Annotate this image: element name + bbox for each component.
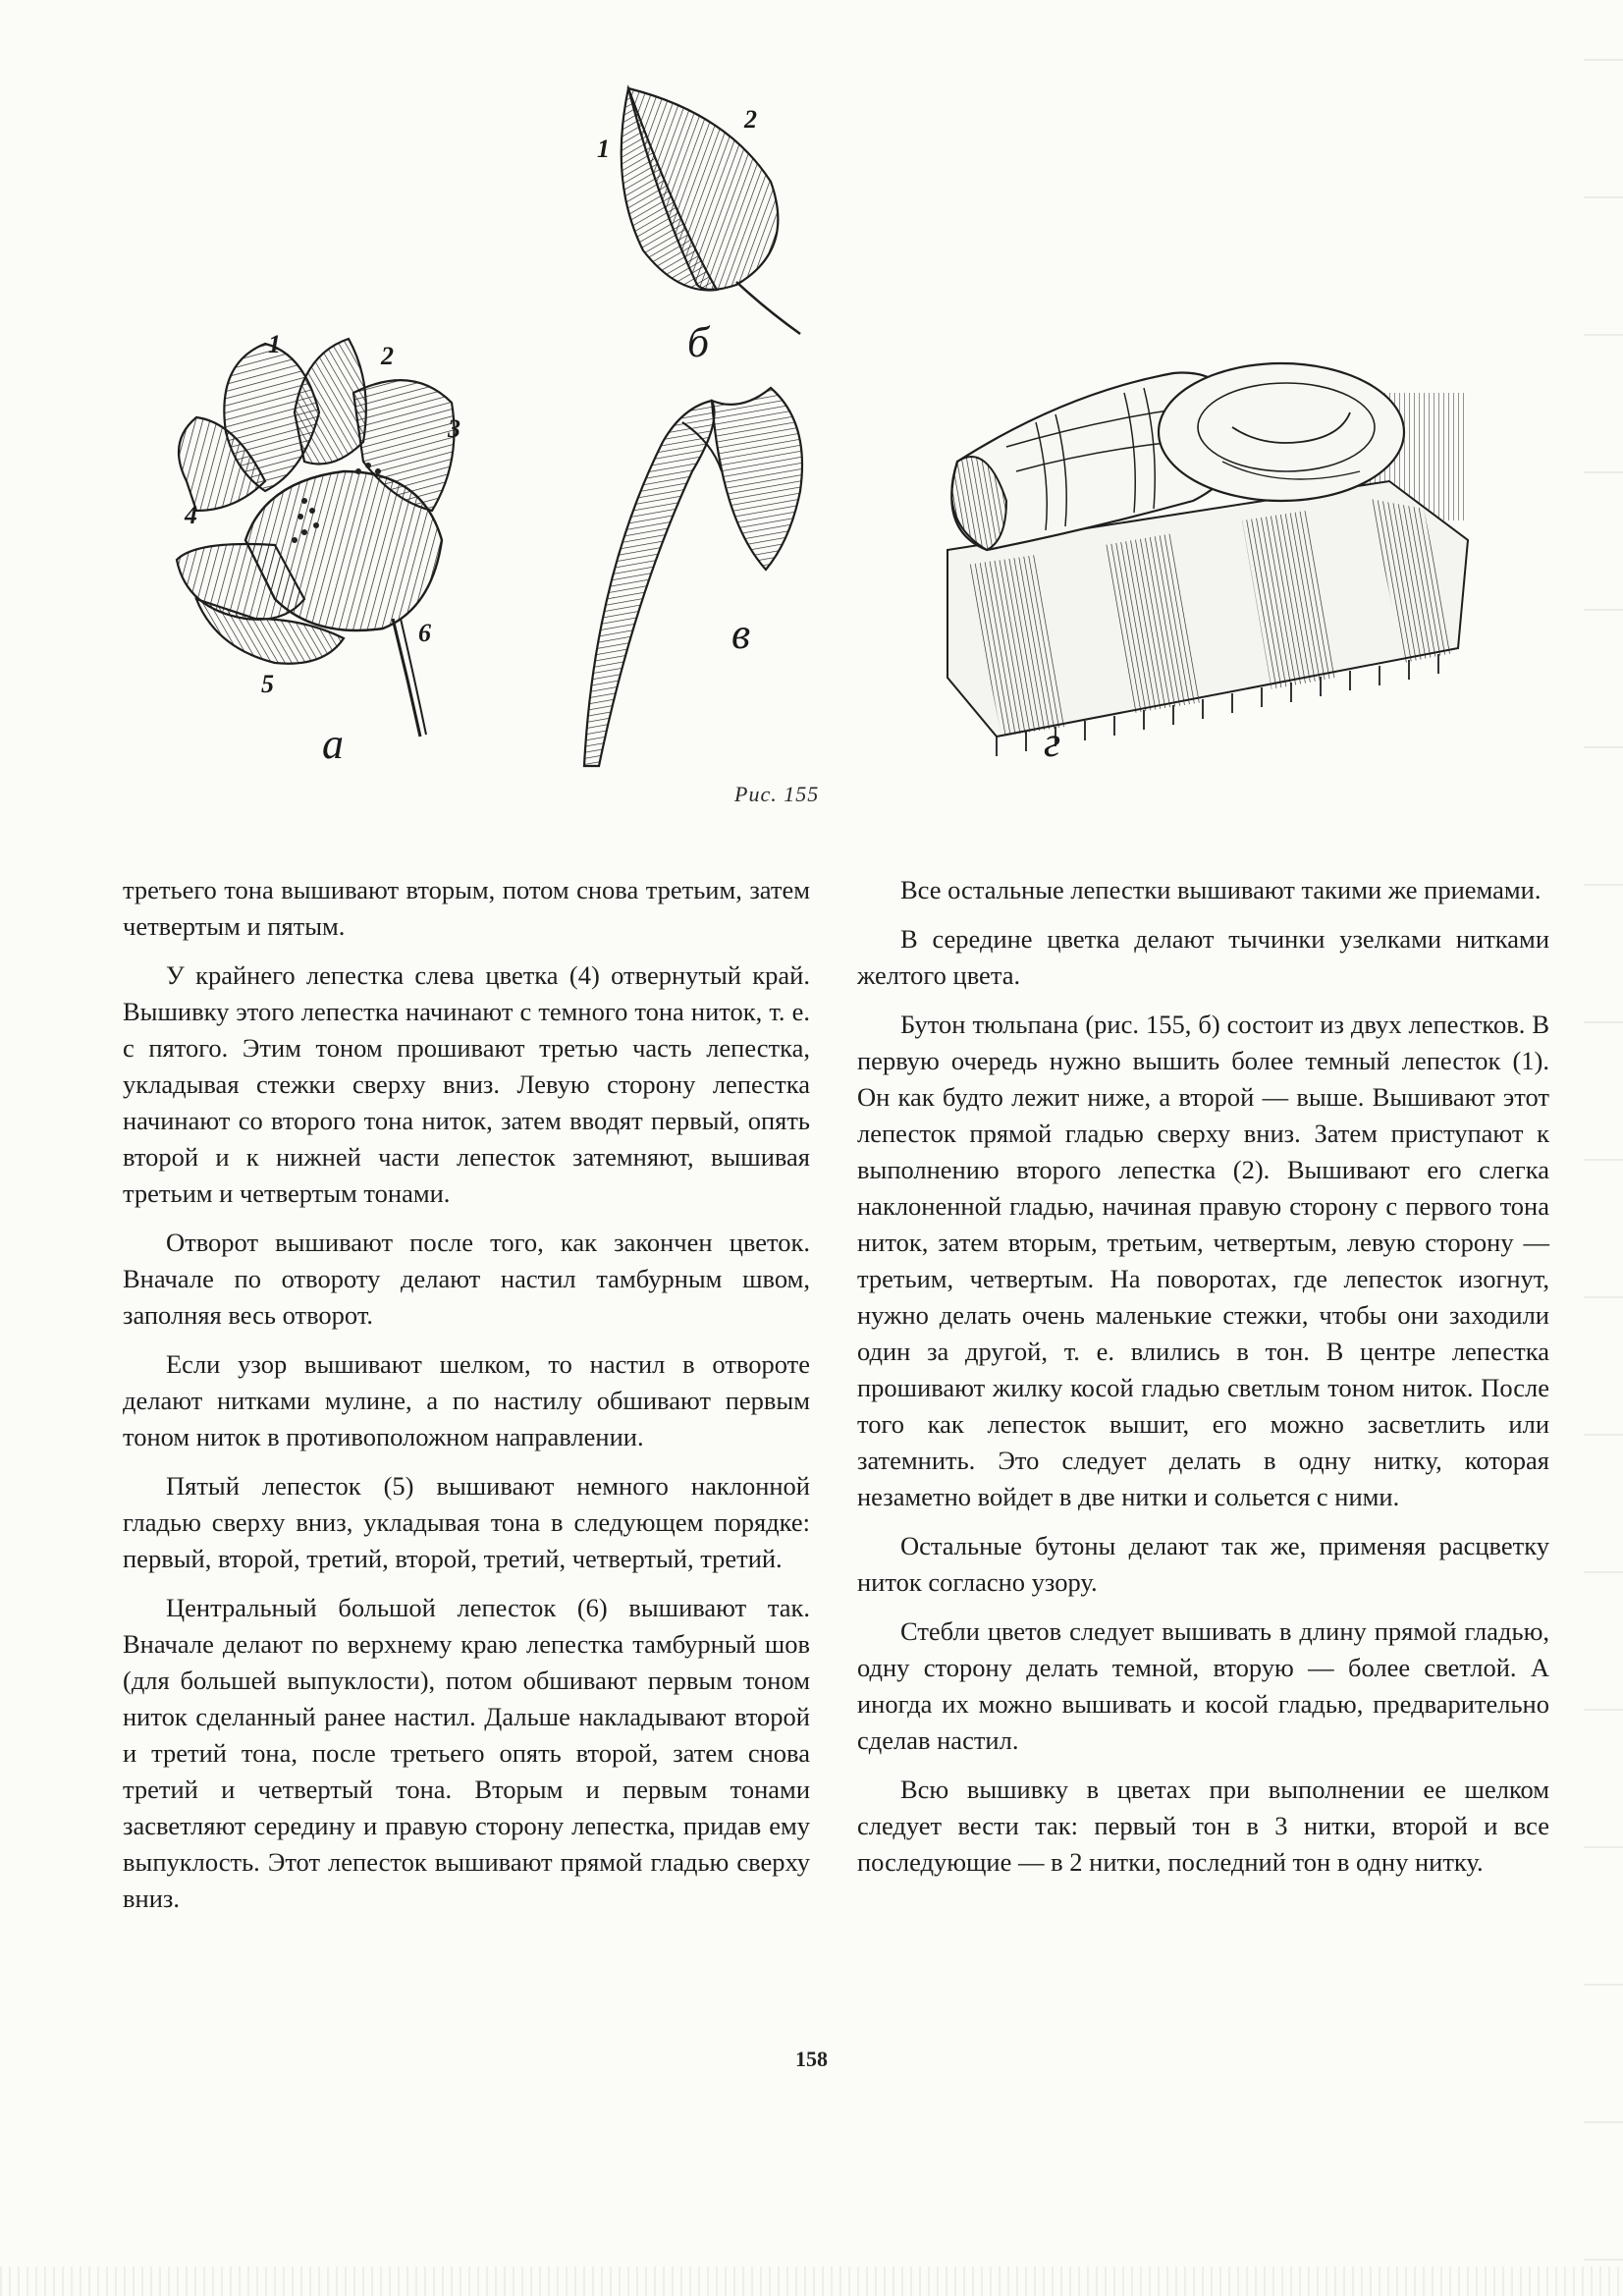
callout-a-4: 4 xyxy=(185,501,197,529)
figure-b-letter: б xyxy=(687,318,710,366)
callout-b-1: 1 xyxy=(597,135,610,163)
figure-g-pillow-sofa xyxy=(928,354,1478,766)
paragraph: Все остальные лепестки вышивают такими же приемами. xyxy=(900,875,1542,904)
figure-b-tulip-bud xyxy=(589,74,825,368)
paragraph: третьего тона вышивают вторым, потом снова третьим, затем четвертым и пятым. xyxy=(123,875,810,941)
right-text-column xyxy=(857,872,1549,1893)
paragraph: В середине цветка делают тычинки узелками нитками желтого цвета. xyxy=(857,924,1549,990)
paragraph: Всю вышивку в цветах при выполнении ее шелком следует вести так: первый тон в 3 нитки, второй и все последующие — в 2 нитки, последний тон в одну нитку. xyxy=(857,1775,1549,1877)
leaf-drawing xyxy=(574,383,830,776)
figure-v-leaf xyxy=(574,383,830,776)
figure-v-letter: в xyxy=(731,610,751,658)
callout-a-1: 1 xyxy=(268,330,281,358)
left-text-column xyxy=(123,872,810,1930)
callout-a-2: 2 xyxy=(381,342,394,370)
figure-caption: Рис. 155 xyxy=(734,782,820,806)
paragraph: Центральный большой лепесток (6) вышивают так. Вначале делают по верхнему краю лепестка тамбурный шов (для большей выпуклости), потом обшивают первым тоном ниток сделанный ранее настил. Дальше накладывают второй и третий тона, после третьего опять второй, затем снова третий и четвертый тона. Вторым и первым тонами засветляют середину и правую сторону лепестка, придав ему выпуклость. Этот лепесток вышивают прямой гладью сверху вниз. xyxy=(123,1593,810,1913)
scan-edge-artifact xyxy=(1584,0,1623,2296)
paragraph: У крайнего лепестка слева цветка (4) отвернутый край. Вышивку этого лепестка начинают с темного тона ниток, т. е. с пятого. Этим тоном прошивают третью часть лепестка, укладывая стежки сверху вниз. Левую сторону лепестка начинают со второго тона ниток, затем вводят первый, опять второй и к нижней части лепесток затемняют, вышивая третьим и четвертым тонами. xyxy=(123,960,810,1208)
callout-a-3: 3 xyxy=(448,414,460,443)
figure-a-letter: а xyxy=(322,720,344,768)
paragraph: Остальные бутоны делают так же, применяя расцветку ниток согласно узору. xyxy=(857,1531,1549,1597)
paragraph: Если узор вышивают шелком, то настил в отвороте делают нитками мулине, а по настилу обшивают первым тоном ниток в противоположном направлении. xyxy=(123,1349,810,1451)
figure-a-tulip-flower xyxy=(157,324,501,766)
callout-a-5: 5 xyxy=(261,670,274,698)
paragraph: Пятый лепесток (5) вышивают немного наклонной гладью сверху вниз, укладывая тона в следующем порядке: первый, второй, третий, второй, третий, четвертый, третий. xyxy=(123,1471,810,1573)
paragraph: Стебли цветов следует вышивать в длину прямой гладью, одну сторону делать темной, вторую — более светлой. А иногда их можно вышивать и косой гладью, предварительно сделав настил. xyxy=(857,1616,1549,1755)
figure-g-letter: г xyxy=(1044,718,1061,766)
scan-bottom-artifact xyxy=(0,2267,1623,2296)
paragraph: Отворот вышивают после того, как закончен цветок. Вначале по отвороту делают настил тамбурным швом, заполняя весь отворот. xyxy=(123,1228,810,1330)
tulip-flower-drawing xyxy=(157,324,501,766)
pillow-sofa-drawing xyxy=(928,354,1478,766)
paragraph: Бутон тюльпана (рис. 155, б) состоит из двух лепестков. В первую очередь нужно вышить более темный лепесток (1). Он как будто лежит ниже, а второй — выше. Вышивают этот лепесток прямой гладью сверху вниз. Затем приступают к выполнению второго лепестка (2). Вышивают его слегка наклоненной гладью, начиная правую сторону с первого тона ниток, затем вторым, третьим, четвертым, левую сторону — третьим, четвертым. На поворотах, где лепесток изогнут, нужно делать очень маленькие стежки, чтобы они заходили один за другой, т. е. влились в тон. В центре лепестка прошивают жилку косой гладью светлым тоном ниток. После того как лепесток вышит, его можно засветлить или затемнить. Это следует делать в одну нитку, которая незаметно войдет в две нитки и сольется с ними. xyxy=(857,1010,1549,1511)
page-number: 158 xyxy=(795,2047,828,2071)
callout-b-2: 2 xyxy=(744,105,757,134)
callout-a-6: 6 xyxy=(418,619,431,647)
